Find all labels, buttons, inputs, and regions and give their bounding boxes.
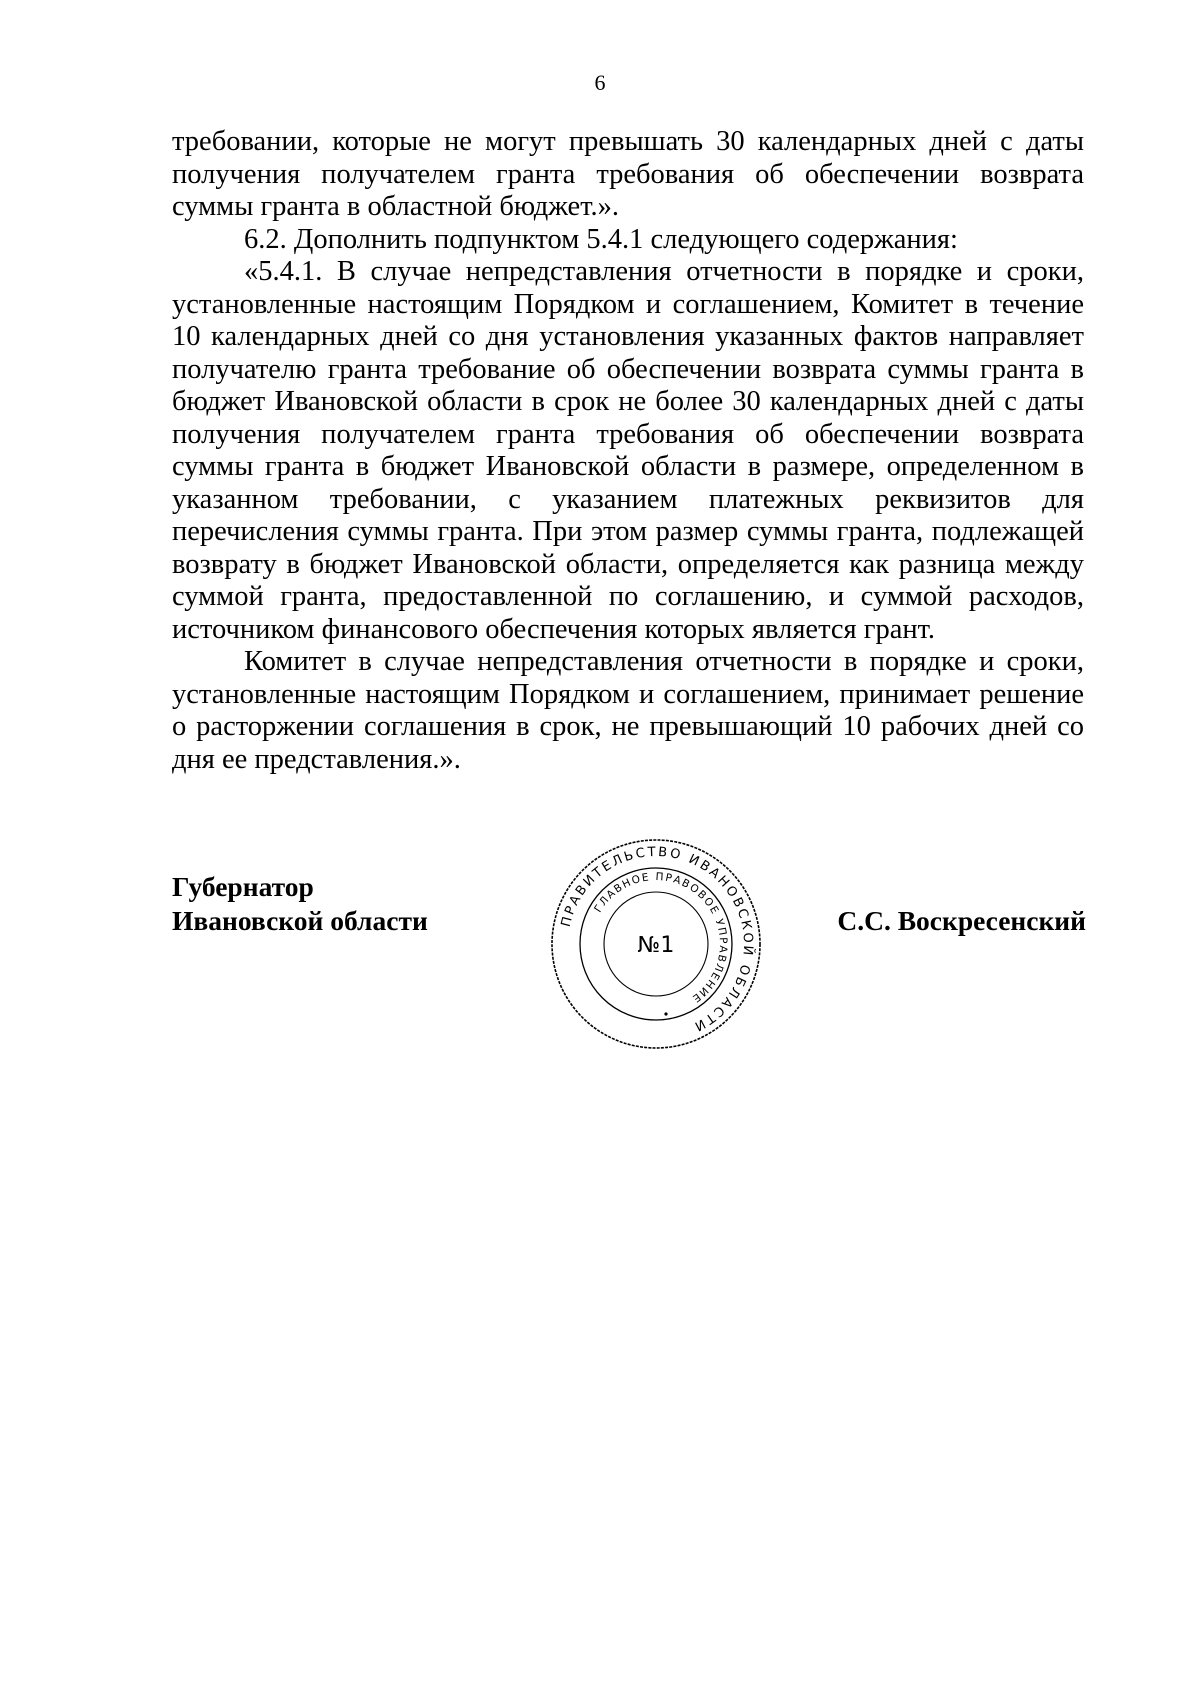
- paragraph-subclause-5-4-1: «5.4.1. В случае непредставления отчетности в порядке и сроки, установленные настоящим Порядком и соглашением, Комитет в течение 10 календарных дней со дня установления указанных фактов направляет получателю гранта требование об обеспечении возврата суммы гранта в бюджет Ивановской области в срок не более 30 календарных дней с даты получения получателем гранта требования об обеспечении возврата суммы гранта в бюджет Ивановской области в размере, определенном в указанном требовании, с указанием платежных реквизитов для перечисления суммы гранта. При этом размер суммы гранта, подлежащей возврату в бюджет Ивановской области, определяется как разница между суммой гранта, предоставленной по соглашению, и суммой расходов, источником финансового обеспечения которых является грант.: [172, 256, 1084, 645]
- signatory-position: [172, 870, 428, 938]
- official-seal-stamp: [548, 836, 764, 1052]
- seal-inner-ring-text: ГЛАВНОЕ ПРАВОВОЕ УПРАВЛЕНИЕ: [592, 870, 730, 1006]
- seal-outer-ring-text: ПРАВИТЕЛЬСТВО ИВАНОВСКОЙ ОБЛАСТИ: [558, 844, 756, 1035]
- paragraph-amendment-6-2: 6.2. Дополнить подпунктом 5.4.1 следующего содержания:: [244, 223, 958, 255]
- page-number: 6: [594, 70, 606, 95]
- paragraph-committee-decision: Комитет в случае непредставления отчетности в порядке и сроки, установленные настоящим Порядком и соглашением, принимает решение о расторжении соглашения в срок, не превышающий 10 рабочих дней со дня ее представления.».: [172, 646, 1084, 775]
- document-body: [172, 126, 1084, 776]
- seal-center-number: №1: [637, 933, 675, 958]
- signatory-name: С.С. Воскресенский: [837, 905, 1086, 936]
- position-region: Ивановской области: [172, 905, 428, 936]
- position-title: Губернатор: [172, 871, 314, 902]
- paragraph-continuation: требовании, которые не могут превышать 30 календарных дней с даты получения получателем гранта требования об обеспечении возврата суммы гранта в областной бюджет.».: [172, 126, 1084, 222]
